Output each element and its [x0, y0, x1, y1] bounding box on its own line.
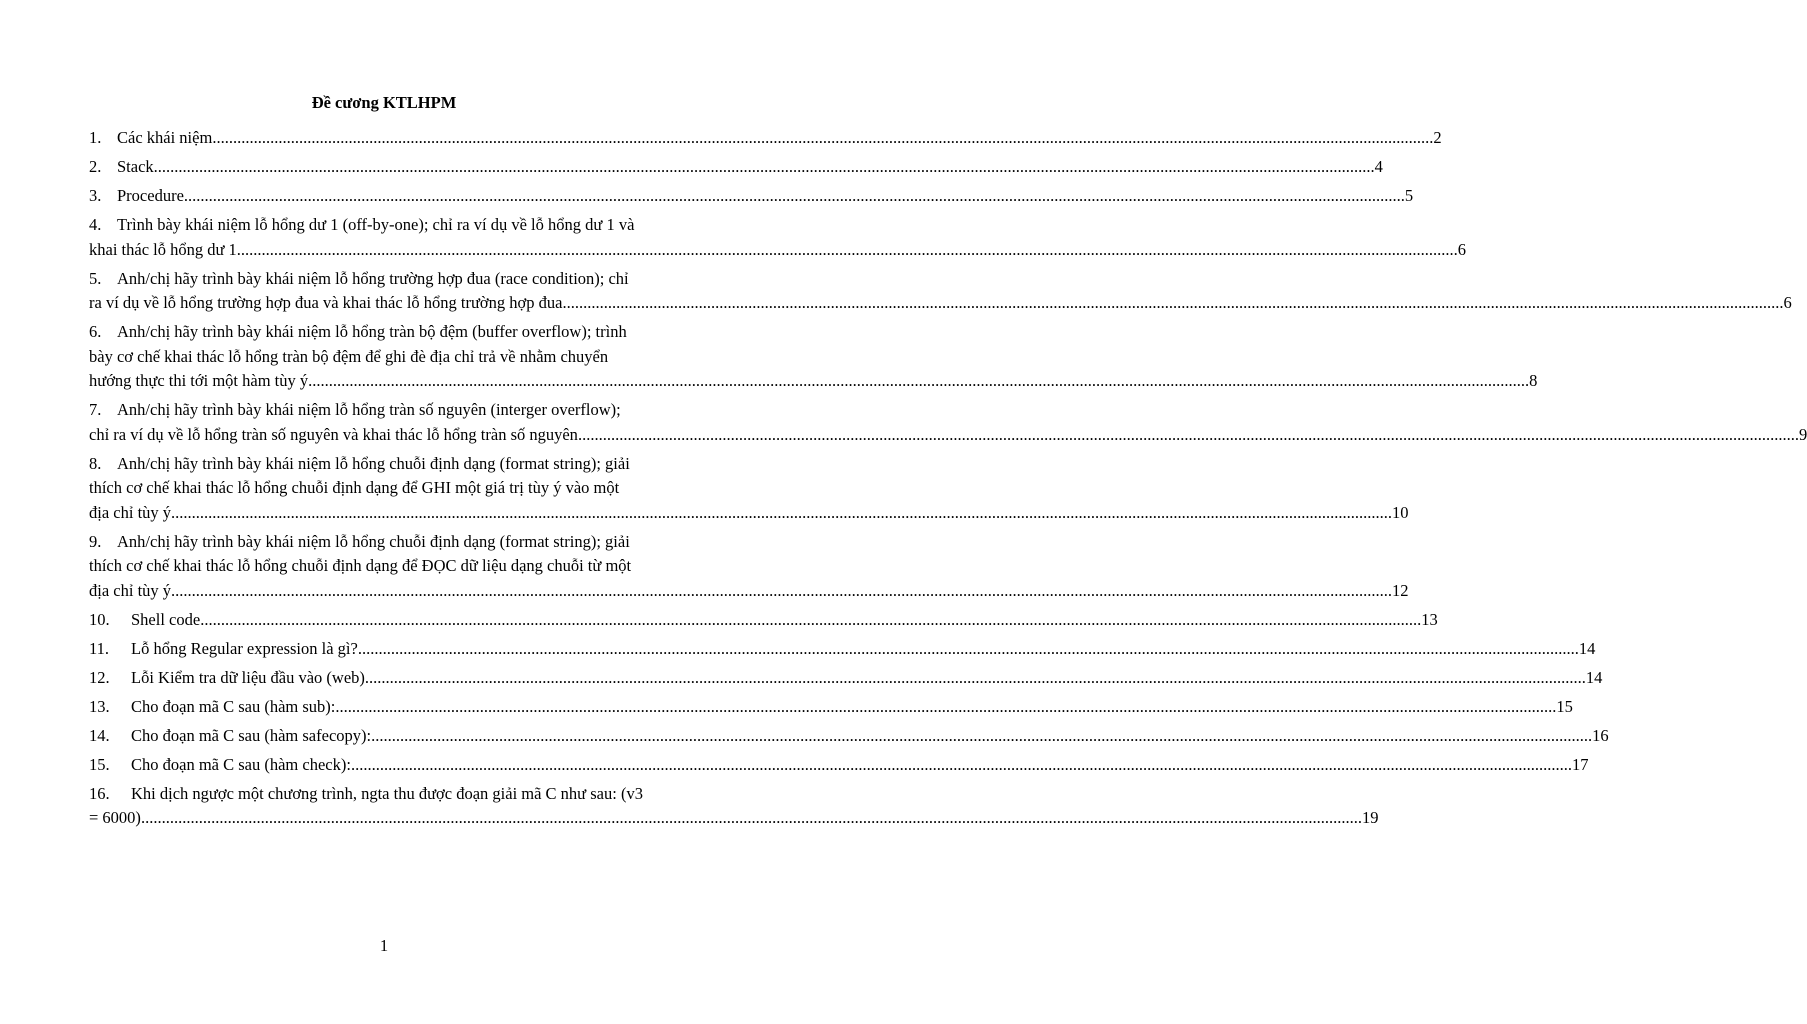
- toc-entry-text: Cho đoạn mã C sau (hàm sub):: [131, 696, 336, 716]
- toc-entry-lead: [89, 126, 212, 151]
- toc-entry-text: thích cơ chế khai thác lỗ hổng chuỗi định dạng để ĐỌC dữ liệu dạng chuỗi từ một: [89, 556, 632, 575]
- toc-entry-number: 1.: [89, 128, 102, 147]
- toc-entry-line: [89, 267, 679, 292]
- toc-leader-dots: [237, 238, 1458, 263]
- toc-entry-text: Cho đoạn mã C sau (hàm check):: [131, 754, 351, 774]
- toc-entry-number: 12.: [89, 667, 110, 687]
- toc-page-number: 2: [1433, 128, 1442, 147]
- toc-page-number: 5: [1404, 186, 1414, 205]
- toc-entry-line: [89, 452, 679, 477]
- toc-entry-text: bày cơ chế khai thác lỗ hổng tràn bộ đệm để ghi đè địa chỉ trả về nhằm chuyển: [89, 346, 609, 366]
- toc-entry-line: [89, 724, 1609, 749]
- toc-leader-dots: [200, 608, 1421, 633]
- toc-entry-lead: [89, 608, 200, 633]
- toc-leader-dots: [184, 184, 1405, 209]
- toc-page-number: 14: [1585, 667, 1603, 687]
- toc-leader-dots: [154, 155, 1375, 180]
- toc-entry-text: Shell code: [131, 609, 201, 629]
- toc-leader-dots: [171, 579, 1392, 604]
- toc-entry-number: 8.: [89, 453, 102, 473]
- toc-entry-lead: [89, 184, 184, 209]
- page-title: Đề cương KTLHPM: [311, 93, 457, 112]
- toc-entry-line: [89, 184, 1414, 209]
- toc-leader-dots: [308, 369, 1529, 394]
- toc-entry-lead: [89, 369, 308, 394]
- toc-page-number: 8: [1529, 371, 1538, 390]
- toc-entry-text: Anh/chị hãy trình bày khái niệm lỗ hổng tràn số nguyên (interger overflow);: [117, 400, 621, 419]
- toc-entry-line: [89, 637, 1596, 662]
- toc-entry[interactable]: [89, 782, 1379, 831]
- toc-entry[interactable]: [89, 320, 1538, 394]
- toc-entry-number: 13.: [89, 696, 110, 716]
- toc-entry-text: = 6000): [89, 808, 141, 827]
- toc-leader-dots: [351, 753, 1572, 778]
- toc-leader-dots: [365, 666, 1586, 691]
- toc-entry-text: Anh/chị hãy trình bày khái niệm lỗ hổng trường hợp đua (race condition); chỉ: [117, 268, 629, 288]
- toc-entry-line: [89, 666, 1603, 691]
- toc-entry-text: Cho đoạn mã C sau (hàm safecopy):: [131, 725, 372, 745]
- toc-entry[interactable]: [89, 398, 1807, 447]
- toc-entry[interactable]: [89, 267, 1792, 316]
- toc-entry-text: Stack: [117, 157, 154, 176]
- page-number: 1: [379, 936, 389, 955]
- toc-page-number: 13: [1421, 609, 1438, 629]
- toc-page-number: 19: [1361, 808, 1379, 827]
- toc-entry-lead: [89, 423, 578, 448]
- toc-entry-lead: [89, 724, 371, 749]
- toc-page-number: 15: [1556, 696, 1573, 716]
- toc-page-number: 12: [1392, 580, 1409, 600]
- toc-entry-number: 4.: [89, 215, 102, 234]
- toc-entry-lead: [89, 579, 171, 604]
- toc-page-number: 10: [1392, 502, 1409, 522]
- toc-entry[interactable]: [89, 530, 1409, 604]
- toc-entry-line: [89, 782, 679, 807]
- toc-entry[interactable]: [89, 213, 1467, 262]
- toc-entry-line: [89, 530, 679, 555]
- toc-entry-text: Procedure: [117, 186, 184, 205]
- toc-entry[interactable]: [89, 184, 1414, 209]
- toc-entry-number: 15.: [89, 754, 110, 774]
- toc-entry-line: [89, 126, 1442, 151]
- toc-entry-line: [89, 476, 679, 501]
- toc-entry[interactable]: [89, 452, 1409, 526]
- toc-entry-text: ra ví dụ về lỗ hổng trường hợp đua và khai thác lỗ hổng trường hợp đua: [89, 293, 563, 312]
- toc-entry-text: khai thác lỗ hổng dư 1: [89, 239, 237, 259]
- toc-entry-line: [89, 695, 1573, 720]
- toc-leader-dots: [371, 724, 1592, 749]
- toc-entry-text: Anh/chị hãy trình bày khái niệm lỗ hổng chuỗi định dạng (format string); giải: [117, 531, 630, 551]
- toc-page-number: 6: [1457, 239, 1467, 259]
- toc-page-number: 9: [1798, 424, 1807, 444]
- toc-entry-text: địa chỉ tùy ý: [89, 502, 172, 522]
- toc-entry-line: [89, 213, 679, 238]
- toc-entry-line: [89, 398, 679, 423]
- toc-leader-dots: [141, 806, 1362, 831]
- toc-page-number: 4: [1374, 157, 1383, 176]
- toc-entry-line: [89, 155, 1383, 180]
- toc-entry-line: [89, 320, 679, 345]
- toc-entry-line: [89, 753, 1589, 778]
- toc-entry-lead: [89, 806, 141, 831]
- toc-entry-lead: [89, 291, 562, 316]
- toc-entry[interactable]: [89, 695, 1573, 720]
- toc-entry-number: 14.: [89, 725, 110, 745]
- toc-entry-line: [89, 579, 1409, 604]
- toc-entry-number: 9.: [89, 531, 102, 551]
- toc-entry-number: 5.: [89, 268, 102, 288]
- toc-entry[interactable]: [89, 753, 1589, 778]
- toc-entry-lead: [89, 695, 335, 720]
- toc-entry[interactable]: [89, 724, 1609, 749]
- toc-entry-line: [89, 608, 1438, 633]
- toc-entry-text: địa chỉ tùy ý: [89, 580, 172, 600]
- toc-leader-dots: [578, 423, 1799, 448]
- toc-entry-lead: [89, 501, 171, 526]
- toc-entry-text: chỉ ra ví dụ về lỗ hổng tràn số nguyên và khai thác lỗ hổng tràn số nguyên: [89, 424, 578, 444]
- toc-entry-number: 10.: [89, 609, 110, 629]
- toc-entry-line: [89, 423, 1807, 448]
- toc-entry-lead: [89, 753, 351, 778]
- toc-entry[interactable]: [89, 155, 1383, 180]
- toc-entry-text: Khi dịch ngược một chương trình, ngta thu được đoạn giải mã C như sau: (v3: [131, 783, 643, 803]
- toc-entry-number: 3.: [89, 186, 102, 205]
- toc-entry-line: [89, 238, 1467, 263]
- toc-entry-text: hướng thực thi tới một hàm tùy ý: [89, 371, 309, 390]
- toc-entry-lead: [89, 155, 154, 180]
- toc-entry-text: thích cơ chế khai thác lỗ hổng chuỗi định dạng để GHI một giá trị tùy ý vào một: [89, 478, 620, 497]
- toc-entry-text: Lỗi Kiểm tra dữ liệu đầu vào (web): [131, 667, 365, 687]
- table-of-contents: [89, 126, 1807, 835]
- toc-page-number: 14: [1578, 638, 1596, 658]
- toc-entry-line: [89, 369, 1538, 394]
- toc-entry-lead: [89, 637, 358, 662]
- toc-entry-number: 11.: [89, 638, 110, 658]
- toc-entry-text: Các khái niệm: [117, 128, 213, 147]
- toc-entry[interactable]: [89, 608, 1438, 633]
- toc-entry[interactable]: [89, 637, 1596, 662]
- toc-leader-dots: [212, 126, 1433, 151]
- toc-entry-lead: [89, 238, 237, 263]
- toc-entry-text: Lỗ hổng Regular expression là gì?: [131, 638, 358, 658]
- toc-leader-dots: [171, 501, 1392, 526]
- toc-entry-line: [89, 291, 1792, 316]
- toc-leader-dots: [335, 695, 1556, 720]
- toc-entry-number: 2.: [89, 157, 102, 176]
- toc-entry-text: Anh/chị hãy trình bày khái niệm lỗ hổng chuỗi định dạng (format string); giải: [117, 453, 630, 473]
- toc-entry-number: 16.: [89, 783, 110, 803]
- toc-page-number: 17: [1571, 754, 1589, 774]
- toc-entry[interactable]: [89, 666, 1603, 691]
- toc-entry-line: [89, 345, 679, 370]
- toc-entry-number: 7.: [89, 400, 102, 419]
- toc-entry-text: Trình bày khái niệm lỗ hổng dư 1 (off-by-one); chỉ ra ví dụ về lỗ hổng dư 1 và: [117, 215, 635, 234]
- toc-leader-dots: [562, 291, 1783, 316]
- toc-entry-number: 6.: [89, 322, 102, 341]
- toc-leader-dots: [358, 637, 1579, 662]
- toc-entry-lead: [89, 666, 365, 691]
- toc-entry-text: Anh/chị hãy trình bày khái niệm lỗ hổng tràn bộ đệm (buffer overflow); trình: [117, 322, 627, 341]
- toc-entry-line: [89, 554, 679, 579]
- toc-entry-line: [89, 501, 1409, 526]
- toc-entry[interactable]: [89, 126, 1442, 151]
- toc-page-number: 16: [1592, 725, 1609, 745]
- toc-entry-line: [89, 806, 1379, 831]
- toc-page-number: 6: [1783, 293, 1792, 312]
